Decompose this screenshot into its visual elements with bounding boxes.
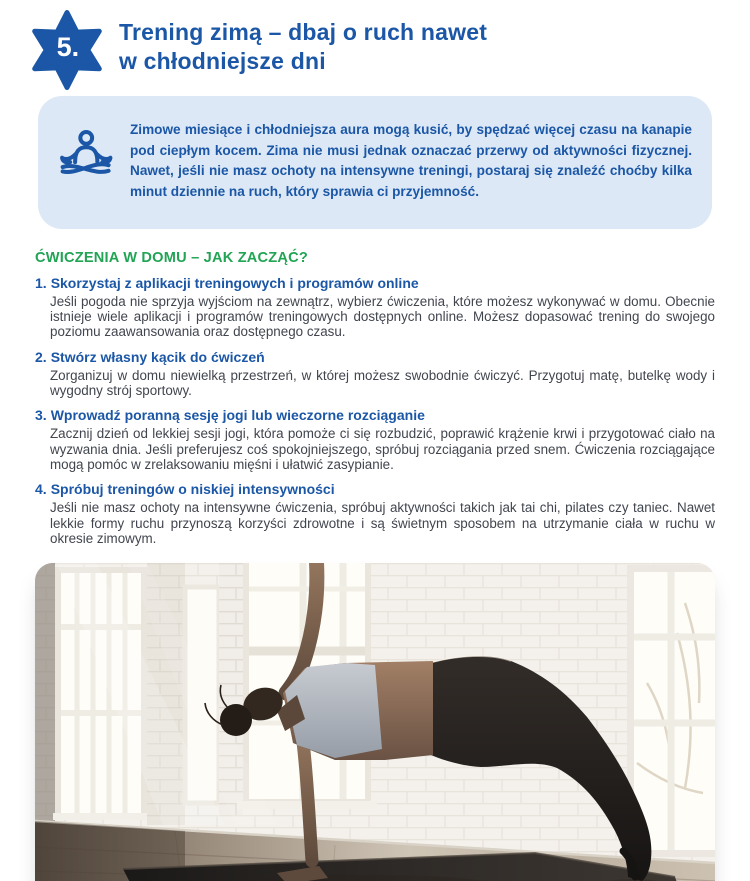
item-title-text: Stwórz własny kącik do ćwiczeń xyxy=(50,348,265,365)
item-body: Jeśli pogoda nie sprzyja wyjściom na zewnątrz, wybierz ćwiczenia, które możesz wykonywać w domu. Obecnie istnieje wiele aplikacji i programów treningowych dostępnych online. Możesz dopasować trening do swojego poziomu zaawansowania oraz dostępnego czasu. xyxy=(50,293,715,340)
item-body: Zorganizuj w domu niewielką przestrzeń, w której możesz swobodnie ćwiczyć. Przygotuj matę, butelkę wody i wygodny strój sportowy. xyxy=(50,367,715,398)
intro-text: Zimowe miesiące i chłodniejsza aura mogą kusić, by spędzać więcej czasu na kanapie pod ciepłym kocem. Zima nie musi jednak oznaczać przerwy od aktywności fizycznej. Nawet, jeśli nie masz ochoty na intensywne treningi, postaraj się znaleźć choćby kilka minut dziennie na ruch, który sprawia ci przyjemność. xyxy=(130,122,692,199)
chapter-number: 5. xyxy=(56,31,80,62)
item-body: Zacznij dzień od lekkiej sesji jogi, która pomoże ci się rozbudzić, poprawić krążenie krwi i przygotować ciało na wyzwania dnia. Jeśli preferujesz coś spokojniejszego, spróbuj rozciągania przed snem. Ćwiczenia rozciągające mogą pomóc w zrelaksowaniu mięśni i ułatwić zasypianie. xyxy=(50,426,715,472)
chapter-badge xyxy=(27,10,107,86)
item-title xyxy=(35,275,715,291)
list-item xyxy=(35,407,715,472)
list-item xyxy=(35,275,715,340)
meditation-lotus-icon xyxy=(54,128,116,194)
item-title xyxy=(35,407,715,423)
section-heading: ĆWICZENIA W DOMU – JAK ZACZĄĆ? xyxy=(35,249,308,266)
yoga-side-plank-photo xyxy=(35,563,715,881)
page-title-line2: w chłodniejsze dni xyxy=(119,47,326,74)
page-title xyxy=(119,18,487,76)
hair-bun xyxy=(220,704,252,736)
item-body: Jeśli nie masz ochoty na intensywne ćwiczenia, spróbuj aktywności takich jak tai chi, pilates czy taniec. Nawet lekkie formy ruchu przynoszą korzyści zdrowotne i są świetnym sposobem na utrzymanie ciała w ruchu w okresie zimowym. xyxy=(50,500,715,546)
item-number: 1. xyxy=(35,274,47,291)
item-number: 2. xyxy=(35,348,47,365)
item-title-text: Wprowadź poranną sesję jogi lub wieczorne rozciąganie xyxy=(50,407,425,424)
page-header xyxy=(0,0,750,86)
list-item xyxy=(35,481,715,546)
item-number: 4. xyxy=(35,481,47,498)
list-item xyxy=(35,349,715,399)
item-title-text: Skorzystaj z aplikacji treningowych i programów online xyxy=(50,274,419,291)
item-number: 3. xyxy=(35,407,47,424)
item-title-text: Spróbuj treningów o niskiej intensywności xyxy=(50,481,335,498)
item-title xyxy=(35,481,715,497)
item-title xyxy=(35,349,715,365)
page-title-line1: Trening zimą – dbaj o ruch nawet xyxy=(119,19,488,45)
intro-callout-box xyxy=(38,96,712,229)
